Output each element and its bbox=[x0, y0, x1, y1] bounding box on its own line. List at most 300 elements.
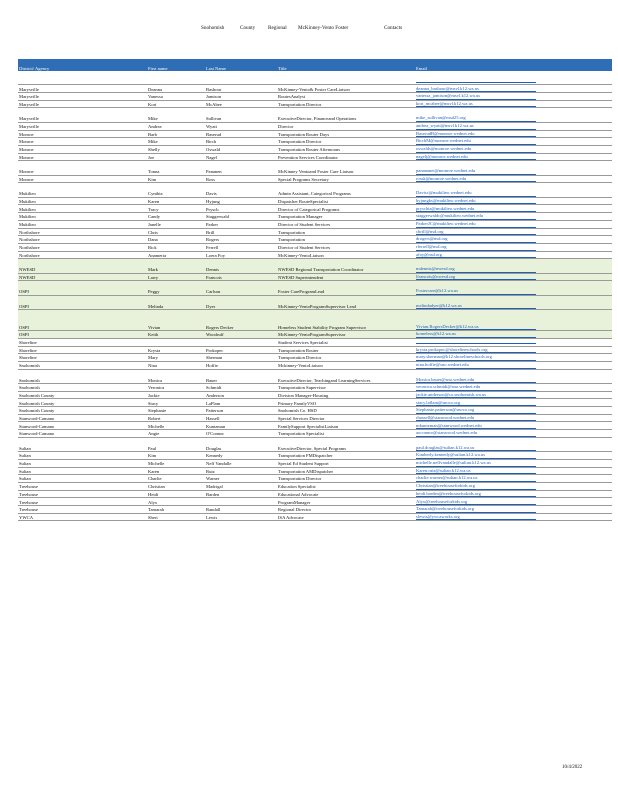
email-link[interactable]: Karen.ruiz@sultan.k12.wa.us bbox=[416, 468, 536, 475]
email-link[interactable]: hyjungks@mukilteo.wednet.edu bbox=[416, 198, 536, 205]
email-link[interactable]: kori_mcabee@msvl.k12.wa.us bbox=[416, 101, 536, 108]
email-cell[interactable] bbox=[415, 220, 612, 228]
email-cell[interactable] bbox=[415, 251, 612, 259]
email-link[interactable]: veronica.schmidt@sno.wednet.edu bbox=[416, 384, 536, 391]
email-cell[interactable] bbox=[415, 243, 612, 251]
email-cell[interactable] bbox=[415, 310, 612, 331]
title-word: Regional bbox=[268, 25, 287, 31]
first-name-cell: Michelle bbox=[148, 423, 165, 429]
district-cell: OSPI bbox=[19, 332, 29, 338]
table-row bbox=[18, 243, 612, 251]
title-word: County bbox=[240, 25, 256, 31]
title-cell: Transportation Supervisor bbox=[278, 385, 326, 391]
table-row bbox=[18, 452, 612, 460]
title-cell: NWESD Superintendent bbox=[278, 274, 324, 280]
table-row bbox=[18, 228, 612, 236]
district-cell: Shoreline bbox=[19, 347, 37, 353]
last-name-cell: Francois bbox=[206, 274, 222, 280]
last-name-cell: Rogers bbox=[206, 237, 220, 243]
email-cell[interactable] bbox=[415, 475, 612, 483]
district-cell: Sultan bbox=[19, 468, 31, 474]
district-cell: Monroe bbox=[19, 154, 34, 160]
email-cell[interactable] bbox=[415, 138, 612, 146]
table-row bbox=[18, 338, 612, 346]
email-cell[interactable] bbox=[415, 108, 612, 122]
table-row bbox=[18, 93, 612, 101]
last-name-cell: Staggerwald bbox=[206, 214, 229, 220]
email-link[interactable]: krysta.prokopec@shorelineschools.org bbox=[416, 347, 536, 354]
table-row bbox=[18, 437, 612, 451]
email-link[interactable]: andrea_wyatt@msvl.k12.wa.us bbox=[416, 123, 536, 130]
email-cell[interactable] bbox=[415, 361, 612, 369]
table-row bbox=[18, 459, 612, 467]
email-cell[interactable] bbox=[415, 259, 612, 273]
last-name-cell: Woodruff bbox=[206, 332, 224, 338]
header-row bbox=[18, 59, 612, 71]
first-name-cell: Veronica bbox=[148, 385, 165, 391]
first-name-cell: Cynthia bbox=[148, 191, 163, 197]
title-cell: Transportation bbox=[278, 237, 305, 243]
last-name-cell: Davis bbox=[206, 191, 217, 197]
email-link[interactable]: Stephanie.patterson@snoco.org bbox=[416, 407, 536, 414]
last-name-cell: Brill bbox=[206, 229, 215, 235]
first-name-cell: Candy bbox=[148, 214, 160, 220]
first-name-cell: Andrea bbox=[148, 124, 162, 130]
district-cell: Sultan bbox=[19, 461, 31, 467]
first-name-cell bbox=[147, 71, 205, 85]
email-link[interactable]: rossk@monroe.wednet.edu bbox=[416, 176, 536, 183]
email-cell[interactable] bbox=[415, 295, 612, 309]
email-cell[interactable] bbox=[415, 354, 612, 362]
title-cell: Special Ed Student Support bbox=[278, 461, 329, 467]
last-name-cell: Bashour bbox=[206, 86, 222, 92]
district-cell: NWESD bbox=[19, 274, 36, 280]
last-name-cell: Parker bbox=[206, 222, 218, 227]
email-cell[interactable] bbox=[415, 273, 612, 281]
email-link[interactable]: slewis@ywcaworks.org bbox=[416, 514, 536, 521]
first-name-cell: Larry bbox=[148, 274, 159, 280]
table-row bbox=[18, 71, 612, 85]
title-cell: Director bbox=[278, 124, 294, 130]
last-name-cell: O'Connor bbox=[206, 431, 224, 437]
first-name-cell: Christian bbox=[148, 484, 165, 490]
last-name-cell bbox=[205, 498, 277, 506]
title-word: McKinney-Vento Foster bbox=[298, 25, 349, 31]
title-cell: Educational Advocate bbox=[278, 491, 319, 497]
table-row bbox=[18, 331, 612, 339]
email-cell[interactable] bbox=[415, 236, 612, 244]
title-cell: Transportation Director bbox=[278, 101, 322, 107]
email-cell[interactable] bbox=[415, 437, 612, 451]
table-row bbox=[18, 430, 612, 438]
last-name-cell: Prokopec bbox=[206, 347, 224, 353]
email-link[interactable]: paul.douglas@sultan.k12.wa.us bbox=[416, 445, 536, 452]
email-cell[interactable] bbox=[415, 175, 612, 183]
district-cell: Monroe bbox=[19, 147, 34, 153]
table-row bbox=[18, 354, 612, 362]
last-name-cell: Ross bbox=[206, 176, 215, 182]
table-row bbox=[18, 369, 612, 383]
email-link[interactable]: rhassell@stanwood.wednet.edu bbox=[416, 415, 536, 422]
first-name-cell: Nina bbox=[148, 363, 157, 369]
email-link[interactable]: pryschta@mukilteo.wednet.edu bbox=[416, 206, 536, 213]
first-name-cell bbox=[147, 338, 205, 346]
table-row bbox=[18, 407, 612, 415]
district-cell: Stanwood-Camano bbox=[19, 415, 55, 421]
title-cell: Director of Categorical Programs bbox=[278, 206, 340, 212]
last-name-cell bbox=[205, 338, 277, 346]
first-name-cell: Tonna bbox=[148, 169, 160, 175]
title-cell: McKinney-VentoProgramSupervisor bbox=[278, 332, 346, 338]
email-cell[interactable] bbox=[415, 213, 612, 221]
email-cell[interactable] bbox=[415, 506, 612, 514]
first-name-cell: Barb bbox=[148, 131, 157, 137]
district-cell: Sultan bbox=[19, 453, 31, 459]
email-link[interactable]: Tamarah@treehouseforkids.org bbox=[416, 506, 536, 513]
district-cell: Northshore bbox=[19, 229, 40, 235]
email-link[interactable]: rferrell@nsd.org bbox=[416, 244, 536, 251]
table-row bbox=[18, 273, 612, 281]
district-cell: Mukilteo bbox=[19, 191, 36, 197]
email-cell[interactable] bbox=[415, 130, 612, 138]
district-cell: Treehouse bbox=[19, 507, 38, 513]
title-cell: McKinney-VentoLiaison bbox=[278, 252, 324, 258]
email-cell[interactable] bbox=[415, 183, 612, 197]
last-name-cell: Kennedy bbox=[206, 453, 223, 459]
last-name-cell: Schmidt bbox=[206, 385, 222, 391]
last-name-cell: Loera Foy bbox=[206, 252, 226, 258]
first-name-cell: Joe bbox=[148, 154, 155, 160]
title-cell: Snohomish Co. HSD bbox=[278, 408, 317, 414]
district-cell: Monroe bbox=[19, 131, 34, 137]
email-cell[interactable] bbox=[415, 93, 612, 101]
district-cell bbox=[18, 71, 147, 85]
district-cell: Sultan bbox=[19, 476, 31, 482]
last-name-cell: Baserud bbox=[206, 131, 222, 137]
email-link[interactable]: melindadyer@k12.wa.us bbox=[416, 303, 536, 310]
district-cell: Northshore bbox=[19, 252, 40, 258]
email-cell[interactable] bbox=[415, 384, 612, 392]
first-name-cell: Sheri bbox=[148, 514, 158, 520]
last-name-cell: Sherman bbox=[206, 355, 223, 361]
first-name-cell: Vivian bbox=[148, 324, 161, 330]
title-cell: Transportation Specialist bbox=[278, 431, 324, 437]
district-cell: NWESD bbox=[19, 267, 36, 273]
table-row bbox=[18, 346, 612, 354]
table-row bbox=[18, 391, 612, 399]
district-cell: YWCA bbox=[19, 514, 34, 520]
email-link[interactable]: drogers@nsd.org bbox=[416, 236, 536, 243]
email-link[interactable]: mdennis@nwesd.org bbox=[416, 266, 536, 273]
last-name-cell: Warner bbox=[206, 476, 220, 482]
email-cell[interactable] bbox=[415, 452, 612, 460]
table-row bbox=[18, 295, 612, 309]
first-name-cell: Monica bbox=[148, 377, 163, 383]
header-title: Title bbox=[277, 59, 415, 71]
title-cell: Foster CareProgramLead bbox=[278, 289, 325, 295]
header-last-name: Last Name bbox=[205, 59, 277, 71]
email-link[interactable]: mike_sullivan@msd25.org bbox=[416, 115, 536, 122]
table-row bbox=[18, 213, 612, 221]
email-link[interactable]: Alyx@treehouseforkids.org bbox=[416, 499, 536, 506]
table-row bbox=[18, 506, 612, 514]
table-row bbox=[18, 145, 612, 153]
district-cell: Northshore bbox=[19, 245, 40, 251]
email-link[interactable]: Kimberly.kennedy@sultan.k12.wa.us bbox=[416, 452, 536, 459]
first-name-cell: Anameria bbox=[148, 252, 167, 258]
district-cell: Mukilteo bbox=[19, 222, 36, 227]
first-name-cell: Kori bbox=[148, 101, 157, 107]
table-row bbox=[18, 281, 612, 295]
email-cell[interactable] bbox=[415, 399, 612, 407]
email-cell[interactable] bbox=[415, 467, 612, 475]
first-name-cell: Rick bbox=[148, 245, 157, 251]
email-link[interactable]: homeless@k12.wa.us bbox=[416, 331, 536, 338]
first-name-cell: Tracy bbox=[148, 206, 159, 212]
district-cell: OSPI bbox=[19, 303, 29, 309]
email-link[interactable]: lfrancois@nwesd.org bbox=[416, 274, 536, 281]
title-cell: NWESD Regional Transportation Coordinator bbox=[278, 267, 364, 273]
first-name-cell: Karen bbox=[148, 198, 160, 204]
table-row bbox=[18, 183, 612, 197]
title-cell: Division Manager-Housing bbox=[278, 392, 329, 398]
first-name-cell: Paul bbox=[148, 445, 157, 451]
email-link[interactable]: Monica.bauer@sno.wednet.edu bbox=[416, 377, 536, 384]
last-name-cell: Kuntzman bbox=[206, 423, 226, 429]
email-link[interactable]: nagelj@monroe.wednet.edu bbox=[416, 154, 536, 161]
title-cell: McKinney-VentoProgramSupervisor Lead bbox=[278, 303, 356, 309]
district-cell: OSPI bbox=[19, 324, 29, 330]
last-name-cell: LaFlam bbox=[206, 400, 221, 406]
last-name-cell: Dyer bbox=[206, 303, 216, 309]
last-name-cell: Anderson bbox=[206, 392, 224, 398]
table-row bbox=[18, 108, 612, 122]
email-cell[interactable] bbox=[415, 145, 612, 153]
last-name-cell: Wyatt bbox=[206, 124, 217, 130]
title-cell: Transportation Manager bbox=[278, 214, 323, 220]
last-name-cell: Lewis bbox=[206, 514, 218, 520]
email-link[interactable]: nina.hoffie@sno.wednet.edu bbox=[416, 362, 536, 369]
title-word: Contacts bbox=[384, 25, 403, 31]
email-cell[interactable] bbox=[415, 331, 612, 339]
title-cell: Transportation Director bbox=[278, 355, 322, 361]
first-name-cell: Melinda bbox=[148, 303, 164, 309]
title-cell: McKinney-Vento& Foster CareLiaison bbox=[278, 86, 350, 92]
email-link[interactable]: Christian@treehouseforkids.org bbox=[416, 483, 536, 490]
title-cell: McKinney Ventoand Foster Care Liaison bbox=[278, 169, 354, 175]
table-row bbox=[18, 490, 612, 498]
first-name-cell: Kim bbox=[148, 176, 157, 182]
district-cell: Shoreline bbox=[19, 340, 37, 346]
email-link[interactable]: Fostercare@k12.wa.us bbox=[416, 288, 536, 295]
title-cell: Special Services Director bbox=[278, 415, 325, 421]
title-cell: ExecutiveDirector, Special Programs bbox=[278, 445, 347, 451]
title-cell: Transportation Router Days bbox=[278, 131, 330, 137]
first-name-cell: Dana bbox=[148, 237, 158, 243]
email-link bbox=[416, 343, 536, 344]
email-link[interactable]: BaserudB@monroe.wednet.edu bbox=[416, 131, 536, 138]
table-row bbox=[18, 467, 612, 475]
last-name-cell: Jamison bbox=[206, 94, 222, 100]
email-cell[interactable] bbox=[415, 513, 612, 521]
email-link[interactable]: staggerwaldc@mukilteo.wednet.edu bbox=[416, 213, 536, 220]
email-link[interactable]: ParkerJC@mukilteo.wednet.edu bbox=[416, 221, 536, 228]
table-row bbox=[18, 153, 612, 161]
table-row bbox=[18, 85, 612, 93]
email-cell[interactable] bbox=[415, 205, 612, 213]
title-cell: Homeless Student Stability Program Supervisor bbox=[278, 324, 367, 330]
district-cell: Marysville bbox=[19, 94, 39, 100]
first-name-cell: Jackie bbox=[148, 392, 160, 398]
last-name-cell: Birch bbox=[206, 139, 217, 145]
last-name-cell: Pananen bbox=[206, 169, 222, 175]
title-cell: Transportation bbox=[278, 229, 305, 235]
district-cell: Marysville bbox=[19, 101, 39, 107]
table-row bbox=[18, 100, 612, 108]
email-link[interactable]: mkuntzman@stanwood.wednet.edu bbox=[416, 423, 536, 430]
email-link[interactable]: Davisc@mukilteo.wednet.edu bbox=[416, 190, 536, 197]
district-cell: Snohomish County bbox=[19, 392, 55, 398]
table-row bbox=[18, 122, 612, 130]
email-cell[interactable] bbox=[415, 422, 612, 430]
last-name-cell: Prysch bbox=[206, 206, 219, 212]
email-link[interactable]: stacy.laflam@snoco.org bbox=[416, 400, 536, 407]
district-cell: Treehouse bbox=[19, 491, 38, 497]
email-link[interactable]: aoconnor@stanwood.wednet.edu bbox=[416, 430, 536, 437]
email-cell[interactable] bbox=[415, 498, 612, 506]
table-row bbox=[18, 475, 612, 483]
district-cell: Mukilteo bbox=[19, 206, 36, 212]
district-cell: Stanwood-Camano bbox=[19, 431, 55, 437]
email-link[interactable]: panananet@monroe.wednet.edu bbox=[416, 168, 536, 175]
email-cell[interactable] bbox=[415, 122, 612, 130]
email-cell[interactable] bbox=[415, 161, 612, 175]
first-name-cell: Tamarah bbox=[148, 507, 165, 513]
district-cell: Snohomish County bbox=[19, 400, 55, 406]
district-cell: Monroe bbox=[19, 176, 34, 182]
last-name-cell: Ferrell bbox=[206, 245, 219, 251]
email-link[interactable]: michelle.neffvandalle@sultan.k12.wa.us bbox=[416, 460, 536, 467]
last-name-cell: Sullivan bbox=[206, 116, 222, 122]
title-cell: Transportation Director bbox=[278, 139, 322, 145]
email-cell[interactable] bbox=[415, 490, 612, 498]
email-link[interactable]: mary.sherman@k12.shorelineschools.org bbox=[416, 354, 536, 361]
first-name-cell: Deanna bbox=[148, 86, 163, 92]
district-cell: Marysville bbox=[19, 86, 39, 92]
email-link[interactable]: vanessa_jamison@msvl.k12.wa.us bbox=[416, 93, 536, 100]
first-name-cell: Mike bbox=[148, 116, 158, 122]
last-name-cell: Rogers Decker bbox=[206, 324, 234, 330]
title-cell bbox=[277, 71, 415, 85]
table-row bbox=[18, 236, 612, 244]
first-name-cell: Janelle bbox=[148, 222, 161, 227]
email-cell[interactable] bbox=[415, 281, 612, 295]
email-cell[interactable] bbox=[415, 346, 612, 354]
district-cell: Marysville bbox=[19, 124, 39, 130]
email-cell[interactable] bbox=[415, 100, 612, 108]
email-cell[interactable] bbox=[415, 430, 612, 438]
last-name-cell: Hyjung bbox=[206, 198, 220, 204]
email-link bbox=[416, 82, 536, 83]
table-row bbox=[18, 384, 612, 392]
email-cell[interactable] bbox=[415, 482, 612, 490]
table-row bbox=[18, 414, 612, 422]
table-row bbox=[18, 130, 612, 138]
title-cell: RoutesAnalyst bbox=[278, 94, 306, 100]
title-cell: Primary FamilyVSO bbox=[278, 400, 317, 406]
email-cell[interactable] bbox=[415, 153, 612, 161]
email-cell[interactable] bbox=[415, 414, 612, 422]
email-link[interactable]: oswalds@monroe.wednet.edu bbox=[416, 146, 536, 153]
first-name-cell: Stacy bbox=[148, 400, 159, 406]
district-cell: Snohomish County bbox=[19, 408, 55, 414]
first-name-cell: Shelly bbox=[148, 147, 160, 153]
district-cell: Shoreline bbox=[19, 355, 37, 361]
table-row bbox=[18, 513, 612, 521]
title-cell: Mckinney-VentoLiaison bbox=[278, 363, 323, 369]
district-cell: Snohomish bbox=[19, 385, 40, 391]
table-row bbox=[18, 361, 612, 369]
title-cell: Prevention Services Coordinator bbox=[278, 154, 338, 160]
email-link[interactable]: afoy@nsd.org bbox=[416, 252, 536, 259]
table-row bbox=[18, 161, 612, 175]
first-name-cell: Angie bbox=[148, 431, 160, 437]
table-row bbox=[18, 175, 612, 183]
first-name-cell: Michelle bbox=[148, 461, 165, 467]
table-row bbox=[18, 205, 612, 213]
email-link[interactable]: jackie.anderson@co.snohomish.wa.us bbox=[416, 392, 536, 399]
table-row bbox=[18, 399, 612, 407]
table-row bbox=[18, 482, 612, 490]
district-cell: Treehouse bbox=[19, 484, 38, 490]
title-cell: Transportation Router bbox=[278, 347, 319, 353]
email-cell[interactable] bbox=[415, 85, 612, 93]
first-name-cell: Kim bbox=[148, 453, 157, 459]
table-row bbox=[18, 310, 612, 331]
district-cell: Snohomish bbox=[19, 377, 40, 383]
title-cell: Transportation FMDispatcher bbox=[278, 453, 333, 459]
email-cell[interactable] bbox=[415, 228, 612, 236]
email-link[interactable]: deanna_bashour@msvl.k12.wa.us bbox=[416, 86, 536, 93]
district-cell: Sultan bbox=[19, 445, 31, 451]
table-row bbox=[18, 259, 612, 273]
email-link[interactable]: heidi.barden@treehouseforkids.org bbox=[416, 491, 536, 498]
first-name-cell: Vanessa bbox=[148, 94, 163, 100]
email-link[interactable]: Vivian.RogersDecker@k12.wa.us bbox=[416, 324, 536, 331]
table-row bbox=[18, 422, 612, 430]
first-name-cell: Peggy bbox=[148, 289, 160, 295]
email-link[interactable]: cbrill@nsd.org bbox=[416, 229, 536, 236]
table-row bbox=[18, 138, 612, 146]
district-cell: OSPI bbox=[19, 289, 29, 295]
last-name-cell: Madrigal bbox=[206, 484, 223, 490]
email-link[interactable]: BirchM@monroe.wednet.edu bbox=[416, 138, 536, 145]
table-row bbox=[18, 197, 612, 205]
first-name-cell: Stephanie bbox=[148, 408, 167, 414]
last-name-cell: Neff Vandalle bbox=[206, 461, 232, 467]
email-link[interactable]: charlie.warner@sultan.k12.wa.us bbox=[416, 475, 536, 482]
email-cell[interactable] bbox=[415, 197, 612, 205]
email-cell[interactable] bbox=[415, 459, 612, 467]
email-cell[interactable] bbox=[415, 407, 612, 415]
first-name-cell: Chris bbox=[148, 229, 158, 235]
title-cell: ISA Advocate bbox=[278, 514, 304, 520]
email-cell[interactable] bbox=[415, 369, 612, 383]
email-cell[interactable] bbox=[415, 391, 612, 399]
title-cell: Transportation Router Afternoons bbox=[278, 147, 341, 153]
last-name-cell: Patterson bbox=[206, 408, 224, 414]
first-name-cell: Charlie bbox=[148, 476, 162, 482]
